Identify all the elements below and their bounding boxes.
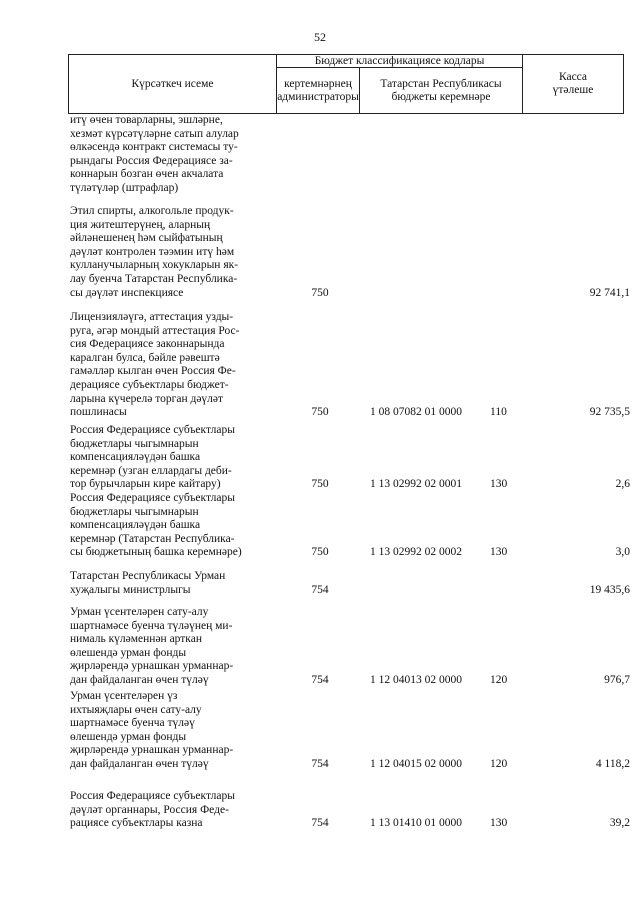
amount-value: 19 435,6 xyxy=(589,583,630,596)
header-budget-group: Бюджет классификациясе кодлары xyxy=(276,54,523,68)
subcode: 130 xyxy=(490,478,508,491)
description-line: коннарын бозган өчен акчалата xyxy=(70,168,224,181)
revenue-code: 1 13 02992 02 0002 xyxy=(370,546,462,559)
description-line: дерациясе субъектлары бюджет- xyxy=(70,378,229,391)
amount-value: 2,6 xyxy=(615,478,630,491)
header-indicator: Күрсәткеч исеме xyxy=(68,54,277,114)
admin-code: 750 xyxy=(311,286,329,299)
row-description xyxy=(70,424,266,492)
description-line: ларына күчерелә торган дәүләт xyxy=(70,392,224,405)
amount-value: 92 735,5 xyxy=(589,406,630,419)
row-description xyxy=(70,606,266,688)
description-line: өлкәсендә контракт системасы ту- xyxy=(70,141,238,154)
amount-value: 4 118,2 xyxy=(595,758,630,770)
admin-code: 754 xyxy=(311,674,329,686)
description-line: дәүләт контролен тәэмин итү һәм xyxy=(70,245,235,258)
description-line: Урман үсентеләрен үз xyxy=(70,690,178,702)
description-line: лау буенча Татарстан Республика- xyxy=(70,272,238,285)
revenue-code: 1 08 07082 01 0000 xyxy=(370,406,462,419)
row-description xyxy=(70,690,266,772)
amount-value: 976,7 xyxy=(604,674,630,686)
subcode: 120 xyxy=(490,674,508,686)
description-line: өлешендә урман фонды xyxy=(70,730,187,743)
description-line: рациясе субъектлары казна xyxy=(70,817,203,830)
description-line: әйләнешенең һәм сыйфатының xyxy=(70,232,223,245)
description-line: түләтүләр (штрафлар) xyxy=(70,181,179,194)
description-line: дан файдаланган өчен түләү xyxy=(70,673,209,686)
description-line: ихтыяҗлары өчен сату-алу xyxy=(70,703,202,716)
amount-value: 92 741,1 xyxy=(589,286,630,299)
revenue-code: 1 13 02992 02 0001 xyxy=(370,478,462,491)
description-line: бюджетлары чыгымнарын xyxy=(70,505,199,518)
subcode: 110 xyxy=(490,406,507,419)
subcode: 130 xyxy=(490,546,508,559)
row-description xyxy=(70,790,266,831)
description-line: ция житештерүнең, аларның xyxy=(70,218,211,231)
description-line: бюджетлары чыгымнарын xyxy=(70,437,199,450)
description-line: рындагы Россия Федерациясе за- xyxy=(70,154,233,167)
revenue-code: 1 13 01410 01 0000 xyxy=(370,817,462,830)
description-line: сия Федерациясе законнарында xyxy=(70,338,225,351)
description-line: Россия Федерациясе субъектлары xyxy=(70,492,236,504)
amount-value: 39,2 xyxy=(609,817,630,830)
description-line: шартнамәсе буенча түләү xyxy=(70,717,195,730)
revenue-code: 1 12 04015 02 0000 xyxy=(370,758,462,770)
page-number: 52 xyxy=(314,30,326,44)
description-line: сы бюджетының башка керемнәре) xyxy=(70,546,242,559)
row-description xyxy=(70,114,266,196)
description-line: хезмәт күрсәтүләрне сатып алулар xyxy=(70,127,239,140)
subcode: 120 xyxy=(490,758,508,770)
description-line: руга, әгәр мондый аттестация Рос- xyxy=(70,324,240,337)
subcode: 130 xyxy=(490,817,508,830)
revenue-code: 1 12 04013 02 0000 xyxy=(370,674,462,686)
description-line: Татарстан Республикасы Урман xyxy=(70,570,226,582)
row-description xyxy=(70,492,266,560)
admin-code: 754 xyxy=(311,817,329,830)
row-description xyxy=(70,205,266,300)
description-line: хуҗалыгы министрлыгы xyxy=(70,583,191,596)
admin-code: 754 xyxy=(311,583,329,596)
description-line: Россия Федерациясе субъектлары xyxy=(70,424,236,436)
admin-code: 754 xyxy=(311,758,329,770)
description-line: кулланучыларның хокукларын як- xyxy=(70,259,239,272)
description-line: җирләрендә урнашкан урманнар- xyxy=(70,660,234,673)
amount-value: 3,0 xyxy=(615,546,630,559)
description-line: Россия Федерациясе субъектлары xyxy=(70,790,236,802)
description-line: керемнәр (Татарстан Республика- xyxy=(70,532,235,545)
admin-code: 750 xyxy=(311,546,329,559)
description-line: каралган булса, бәйле рәвештә xyxy=(70,351,220,364)
description-line: гамәлләр кылган өчен Россия Фе- xyxy=(70,365,236,378)
description-line: нималь күләменнән арткан xyxy=(70,633,202,646)
description-line: пошлинасы xyxy=(70,406,127,419)
description-line: җирләрендә урнашкан урманнар- xyxy=(70,744,234,757)
description-line: итү өчен товарларны, эшләрне, xyxy=(70,114,223,126)
header-revenue: Татарстан Республикасы бюджеты керемнәре xyxy=(359,67,523,114)
description-line: Урман үсентеләрен сату-алу xyxy=(70,606,209,618)
description-line: Лицензияләүгә, аттестация узды- xyxy=(70,311,234,323)
description-line: керемнәр (узган еллардагы деби- xyxy=(70,464,232,477)
header-amount: Касса үтәлеше xyxy=(522,54,624,114)
table-header xyxy=(68,54,624,114)
description-line: компенсацияләүдән башка xyxy=(70,519,201,532)
description-line: компенсацияләүдән башка xyxy=(70,451,201,464)
description-line: дан файдаланган өчен түләү xyxy=(70,757,209,770)
description-line: Этил спирты, алкогольле продук- xyxy=(70,205,234,217)
admin-code: 750 xyxy=(311,406,329,419)
description-line: тор бурычларын кире кайтару) xyxy=(70,478,221,491)
row-description xyxy=(70,570,266,597)
header-admin: кертемнәрнең администраторы xyxy=(276,67,360,114)
description-line: шартнамәсе буенча түләүнең ми- xyxy=(70,619,233,632)
row-description xyxy=(70,311,266,420)
description-line: өлешендә урман фонды xyxy=(70,646,187,659)
description-line: сы дәүләт инспекциясе xyxy=(70,286,184,299)
description-line: дәүләт органнары, Россия Феде- xyxy=(70,803,229,816)
admin-code: 750 xyxy=(311,478,329,491)
